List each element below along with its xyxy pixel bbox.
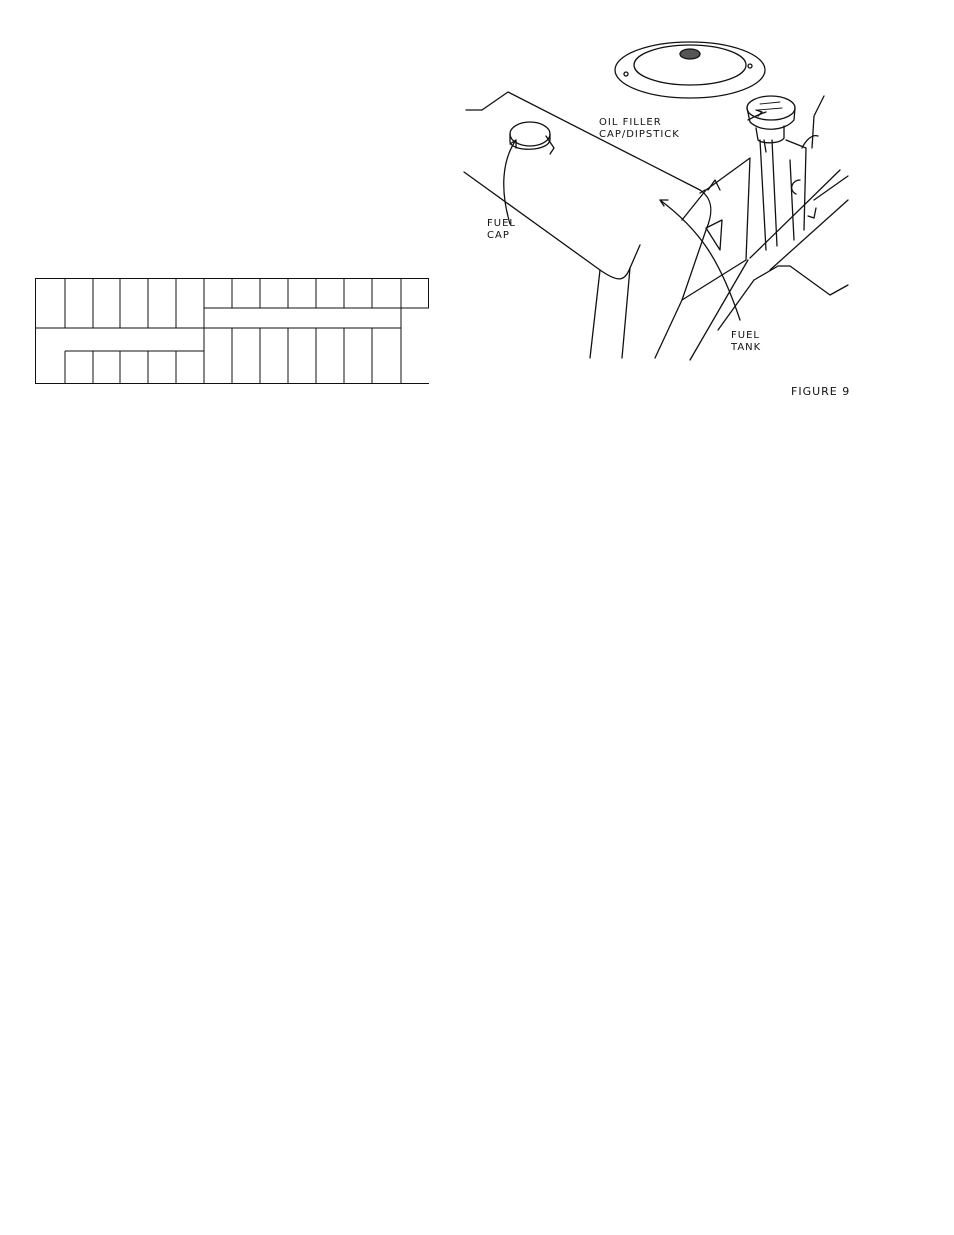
figure-caption: FIGURE 9	[791, 385, 851, 398]
engine-fuel-tank-illustration	[450, 40, 870, 370]
blank-ruled-table	[35, 278, 429, 384]
fuel-tank-label: FUEL TANK	[731, 330, 762, 353]
fuel-cap-label: FUEL CAP	[487, 218, 516, 241]
oil-filler-label: OIL FILLER CAP/DIPSTICK	[599, 117, 680, 140]
